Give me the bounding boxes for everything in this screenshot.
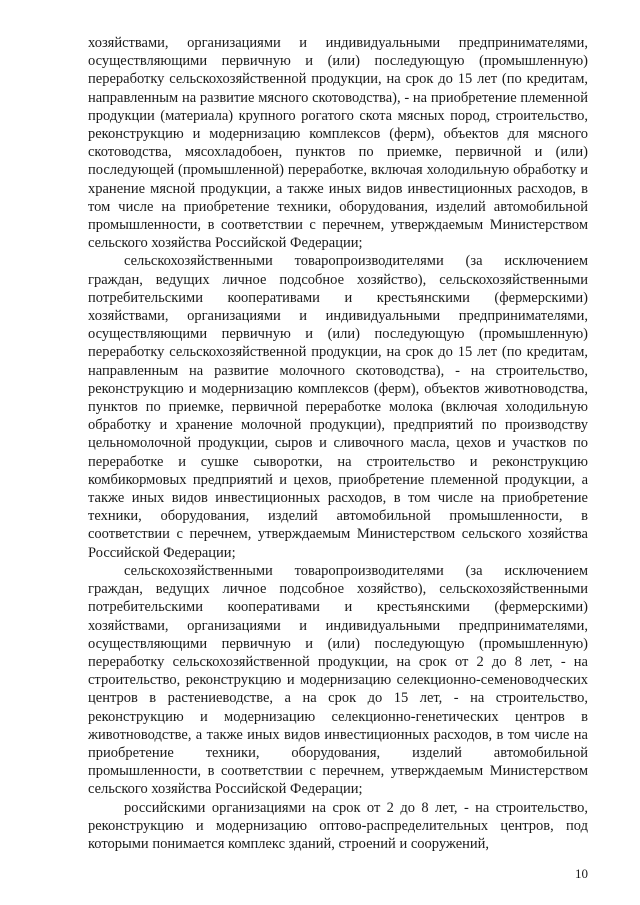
paragraph-meat-cattle-continuation: хозяйствами, организациями и индивидуальными предпринимателями, осуществляющими первичную и (или) последующую (промышленную) переработку сельскохозяйственной продукции, на срок до 15 лет (по кредитам, направленным на развитие мясного скотоводства), - на приобретение племенной продукции (материала) крупного рогатого скота мясных пород, строительство, реконструкцию и модернизацию комплексов (ферм), объектов для мясного скотоводства, мясохладобоен, пунктов по приемке, первичной и (или) последующей (промышленной) переработке, включая холодильную обработку и хранение мясной продукции, а также иных видов инвестиционных расходов, в том числе на приобретение техники, оборудования, изделий автомобильной промышленности, в соответствии с перечнем, утверждаемым Министерством сельского хозяйства Российской Федерации; <box>88 35 588 252</box>
page-number: 10 <box>575 866 588 881</box>
paragraph-wholesale-centers: российскими организациями на срок от 2 до 8 лет, - на строительство, реконструкцию и модернизацию оптово-распределительных центров, под которыми понимается комплекс зданий, строений и сооружений, <box>88 799 588 852</box>
paragraph-dairy-cattle: сельскохозяйственными товаропроизводителями (за исключением граждан, ведущих личное подсобное хозяйство), сельскохозяйственными потребительскими кооперативами и крестьянскими (фермерскими) хозяйствами, организациями и индивидуальными предпринимателями, осуществляющими первичную и (или) последующую (промышленную) переработку сельскохозяйственной продукции, на срок до 15 лет (по кредитам, направленным на развитие молочного скотоводства), - на строительство, реконструкцию и модернизацию комплексов (ферм), объектов животноводства, пунктов по приемке, первичной переработке молока (включая холодильную обработку и хранение молочной продукции), предприятий по производству цельномолочной продукции, сыров и сливочного масла, цехов и участков по переработке и сушке сыворотки, на строительство и реконструкцию комбикормовых предприятий и цехов, приобретение племенной продукции, а также иных видов инвестиционных расходов, в том числе на приобретение техники, оборудования, изделий автомобильной промышленности, в соответствии с перечнем, утверждаемым Министерством сельского хозяйства Российской Федерации; <box>88 253 588 561</box>
document-page <box>88 34 588 853</box>
paragraph-breeding-centers: сельскохозяйственными товаропроизводителями (за исключением граждан, ведущих личное подсобное хозяйство), сельскохозяйственными потребительскими кооперативами и крестьянскими (фермерскими) хозяйствами, организациями и индивидуальными предпринимателями, осуществляющими первичную и (или) последующую (промышленную) переработку сельскохозяйственной продукции, на срок от 2 до 8 лет, - на строительство, реконструкцию и модернизацию селекционно-семеноводческих центров в растениеводстве, а на срок до 15 лет, - на строительство, реконструкцию и модернизацию селекционно-генетических центров в животноводстве, а также иных видов инвестиционных расходов, в том числе на приобретение техники, оборудования, изделий автомобильной промышленности, в соответствии с перечнем, утверждаемым Министерством сельского хозяйства Российской Федерации; <box>88 562 588 798</box>
